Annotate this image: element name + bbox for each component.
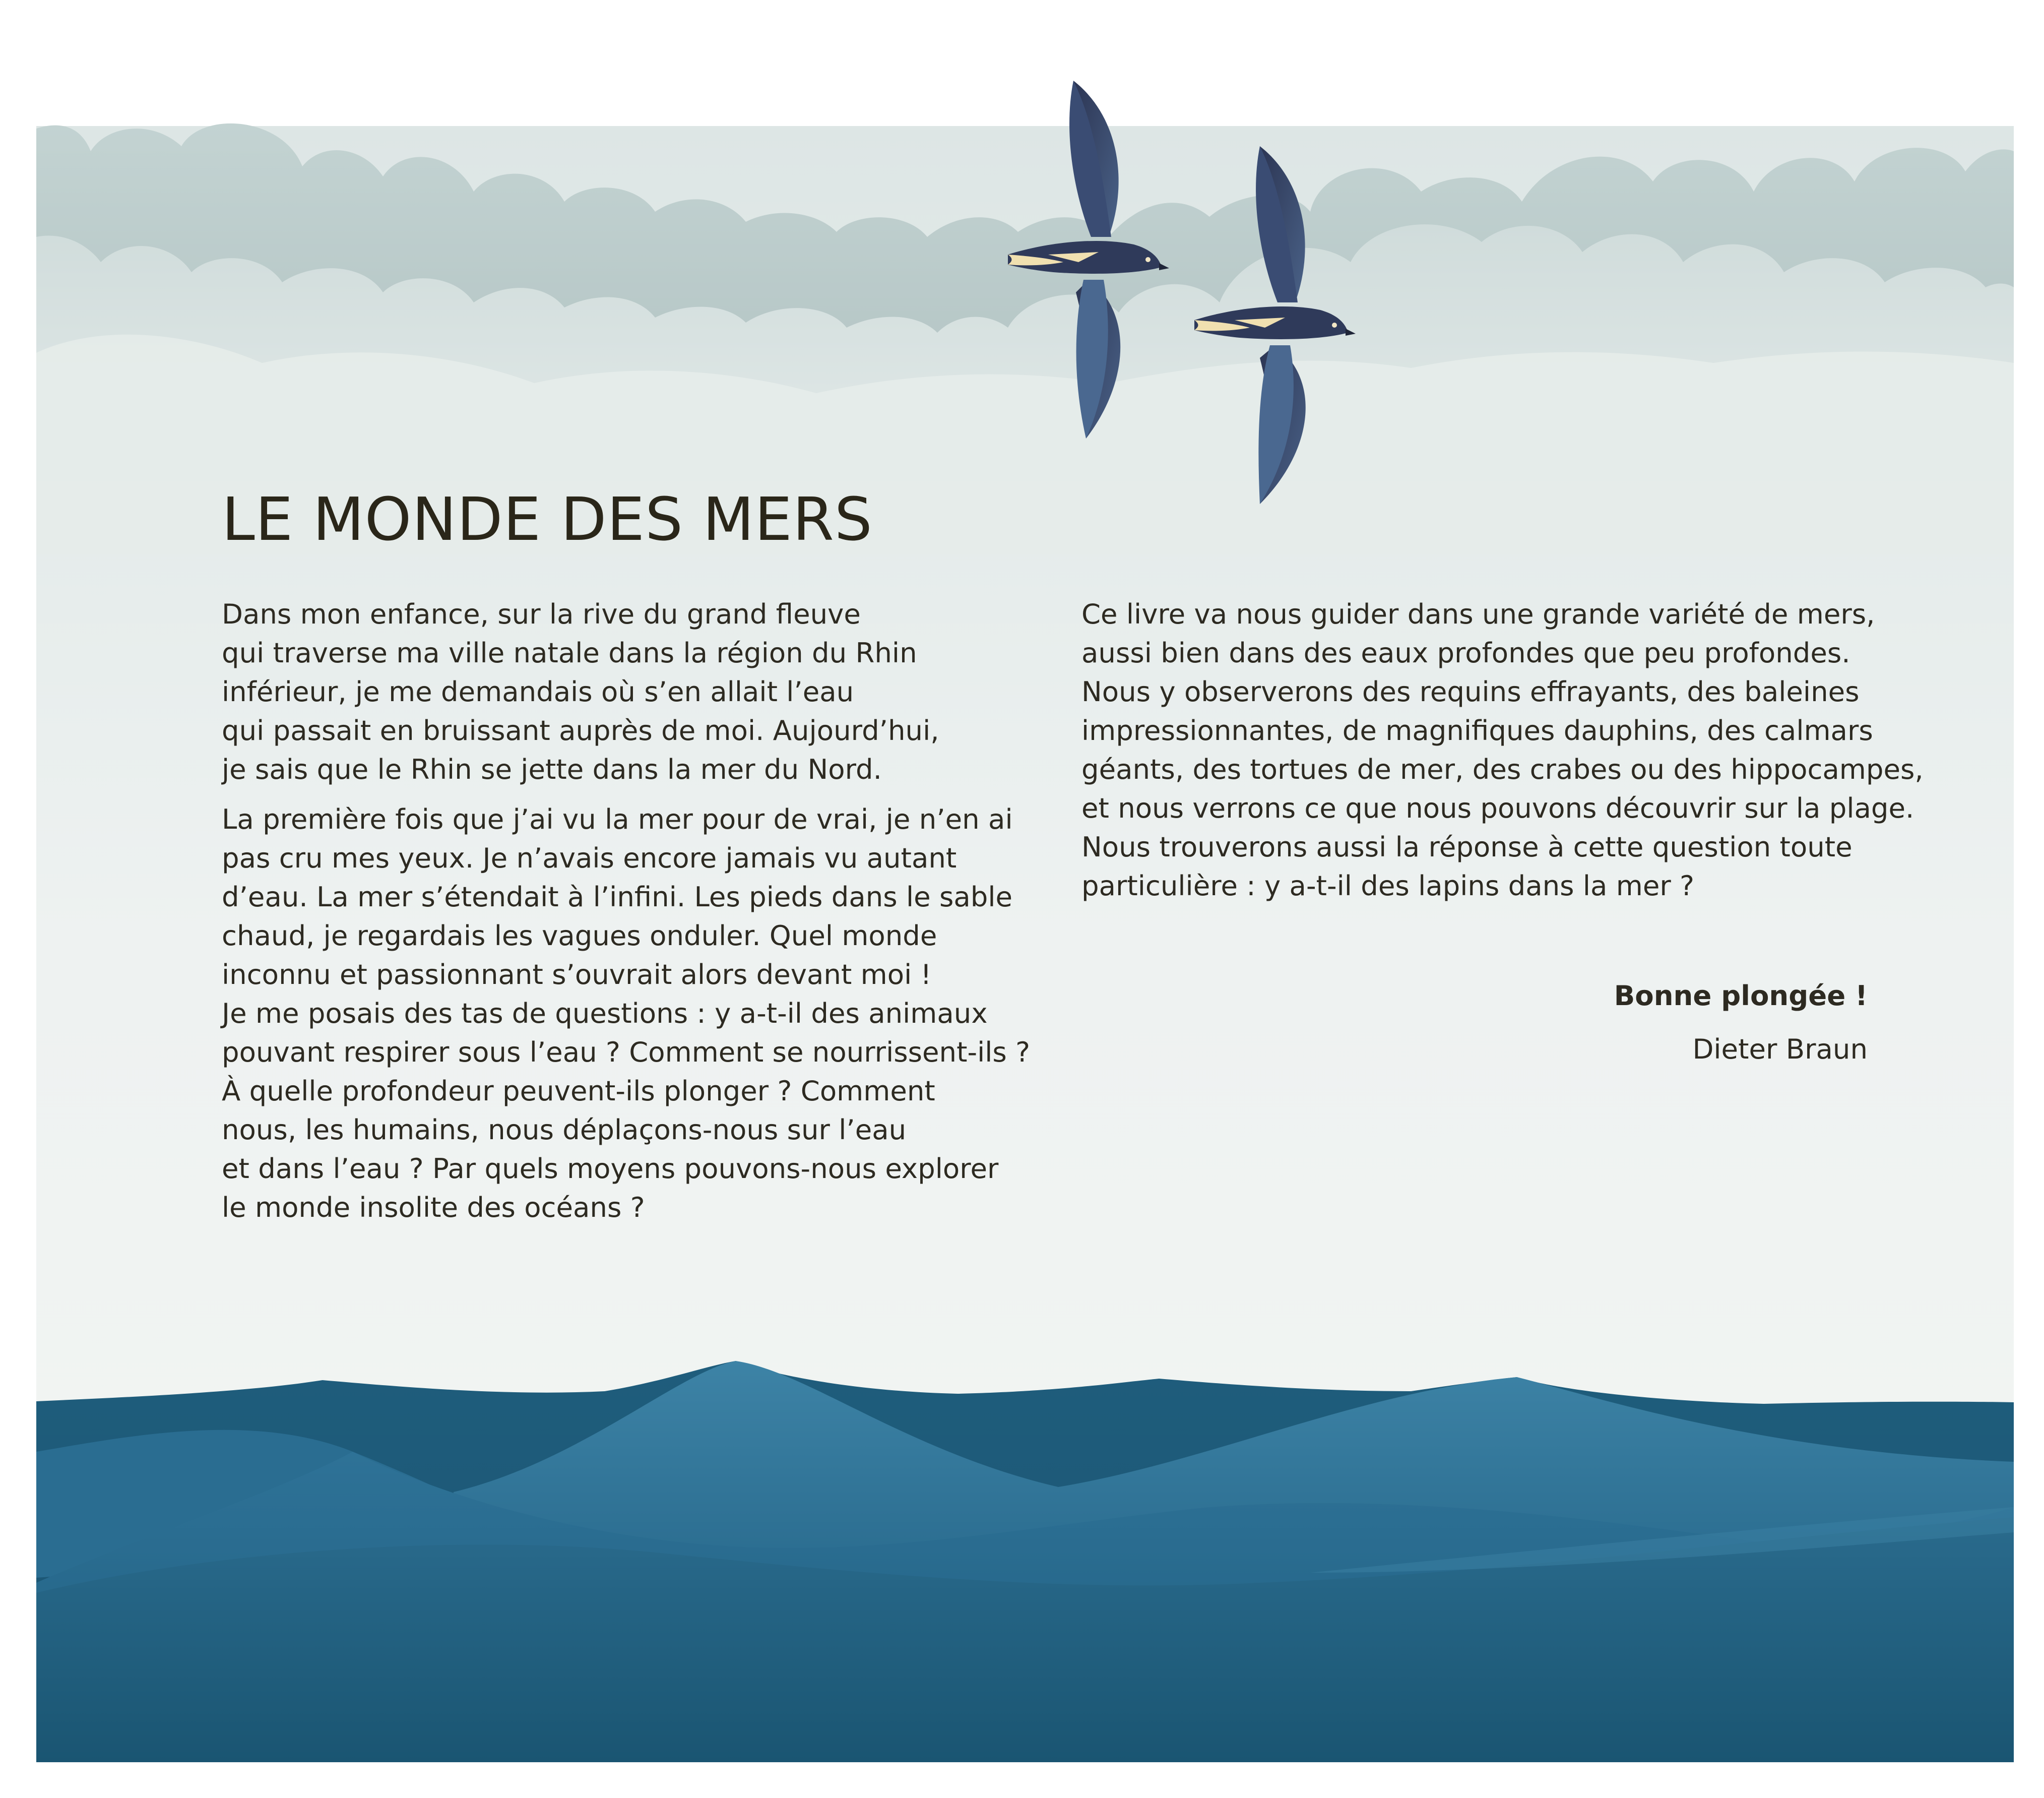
text-line: d’eau. La mer s’étendait à l’infini. Les pieds dans le sable [222,881,1013,913]
signoff-greeting: Bonne plongée ! [1614,979,1868,1012]
page-title: LE MONDE DES MERS [222,484,873,554]
text-line: le monde insolite des océans ? [222,1191,645,1223]
text-line: Dans mon enfance, sur la rive du grand fleuve [222,598,861,630]
text-line: pouvant respirer sous l’eau ? Comment se nourrissent-ils ? [222,1036,1031,1068]
intro-paragraph-first-sea [222,800,1031,1227]
text-line: nous, les humains, nous déplaçons-nous sur l’eau [222,1113,907,1146]
text-line: impressionnantes, de magnifiques dauphins, des calmars [1081,714,1873,747]
text-line: La première fois que j’ai vu la mer pour de vrai, je n’en ai [222,803,1013,835]
text-line: je sais que le Rhin se jette dans la mer du Nord. [222,753,882,785]
text-line: inconnu et passionnant s’ouvrait alors devant moi ! [222,958,932,990]
intro-paragraph-book-guide [1081,595,1924,905]
text-line: qui passait en bruissant auprès de moi. Aujourd’hui, [222,714,939,747]
author-name: Dieter Braun [1692,1033,1868,1065]
text-line: et nous verrons ce que nous pouvons découvrir sur la plage. [1081,792,1914,824]
signoff [1614,975,1868,1069]
text-line: aussi bien dans des eaux profondes que peu profondes. [1081,637,1850,669]
text-line: pas cru mes yeux. Je n’avais encore jamais vu autant [222,842,957,874]
intro-paragraph-childhood [222,595,1028,789]
text-line: À quelle profondeur peuvent-ils plonger ? Comment [222,1075,935,1107]
intro-column-left [222,595,1031,1238]
text-line: Je me posais des tas de questions : y a-t-il des animaux [222,997,988,1029]
text-line: qui traverse ma ville natale dans la région du Rhin [222,637,917,669]
text-line: et dans l’eau ? Par quels moyens pouvons-nous explorer [222,1152,999,1185]
text-line: géants, des tortues de mer, des crabes ou des hippocampes, [1081,753,1924,785]
text-line: particulière : y a-t-il des lapins dans la mer ? [1081,870,1695,902]
text-line: Ce livre va nous guider dans une grande variété de mers, [1081,598,1875,630]
text-line: inférieur, je me demandais où s’en allait l’eau [222,675,854,708]
text-line: chaud, je regardais les vagues onduler. Quel monde [222,919,937,952]
text-line: Nous y observerons des requins effrayants, des baleines [1081,675,1860,708]
intro-column-right [1081,595,1924,916]
text-line: Nous trouverons aussi la réponse à cette question toute [1081,831,1853,863]
